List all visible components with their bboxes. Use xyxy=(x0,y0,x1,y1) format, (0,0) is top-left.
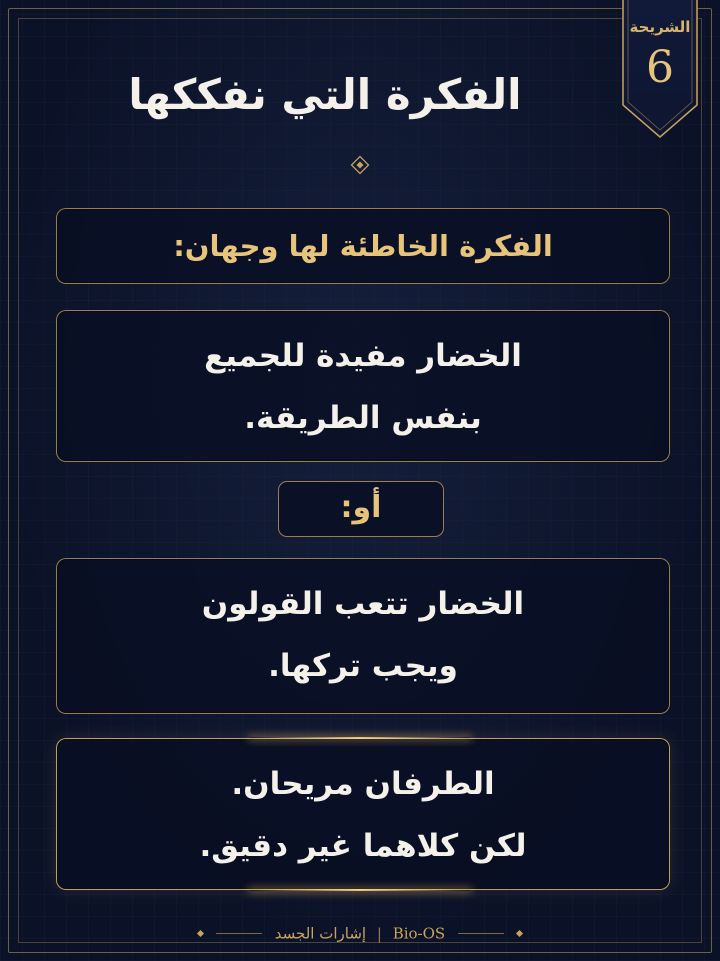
conclusion-bottom-glow xyxy=(250,889,470,891)
footer-right-diamond-icon xyxy=(516,930,523,937)
or-label: أو: xyxy=(340,490,382,525)
footer-right-rule xyxy=(458,933,504,934)
conclusion-line2: لكن كلاهما غير دقيق. xyxy=(199,828,527,864)
footer-left-diamond-icon xyxy=(197,930,204,937)
slide-number: 6 xyxy=(646,42,674,93)
statement-a-line1: الخضار مفيدة للجميع xyxy=(204,338,522,374)
footer-left-rule xyxy=(216,933,262,934)
or-box xyxy=(278,481,444,537)
statement-a-line2: بنفس الطريقة. xyxy=(244,400,482,436)
statement-b-line2: ويجب تركها. xyxy=(268,648,458,684)
footer xyxy=(0,924,720,954)
conclusion-top-glow xyxy=(250,737,470,739)
footer-brand: Bio-OS xyxy=(392,924,446,943)
misconception-header-text: الفكرة الخاطئة لها وجهان: xyxy=(173,229,553,263)
footer-series: إشارات الجسد xyxy=(274,924,367,943)
statement-b-line1: الخضار تتعب القولون xyxy=(201,586,525,622)
statement-a-box xyxy=(56,310,670,462)
misconception-header-box xyxy=(56,208,670,284)
slide-badge-label: الشريحة xyxy=(629,18,691,36)
conclusion-line1: الطرفان مريحان. xyxy=(231,766,495,802)
page-title: الفكرة التي نفككها xyxy=(128,70,522,119)
title-divider-ornament xyxy=(130,155,590,175)
footer-separator: | xyxy=(376,924,382,943)
statement-b-box xyxy=(56,558,670,714)
conclusion-box xyxy=(56,738,670,890)
